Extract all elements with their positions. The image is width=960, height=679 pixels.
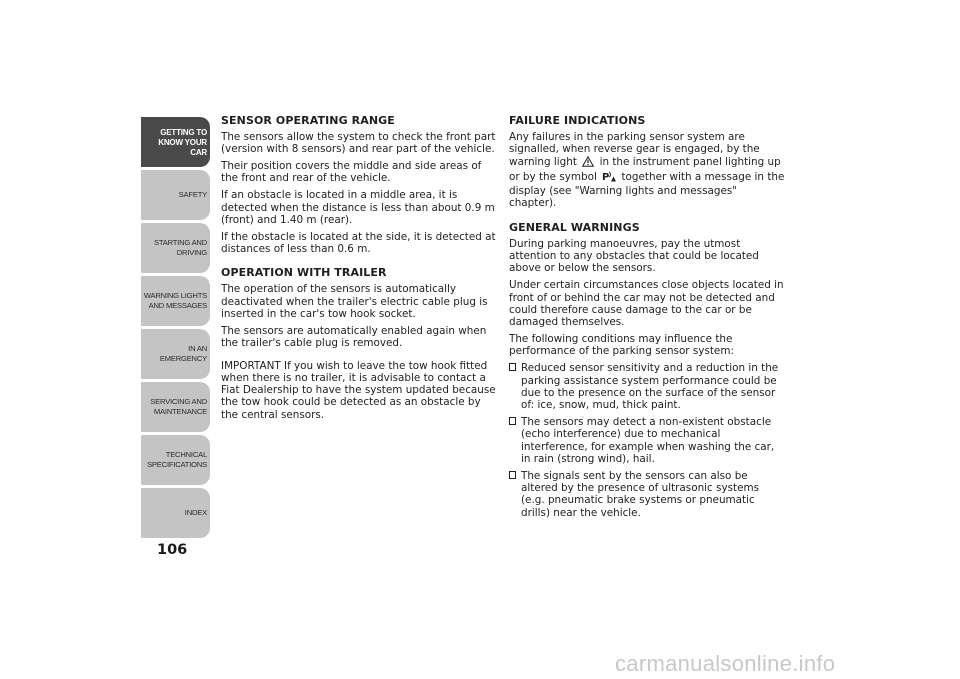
list-item [509,416,785,465]
paragraph: The sensors are automatically enabled again when the trailer's cable plug is removed. [221,324,487,350]
heading-operation-with-trailer: OPERATION WITH TRAILER [221,266,387,280]
checkbox-bullet-icon [509,363,516,371]
list-item [509,470,785,519]
tab-technical-specifications[interactable]: TECHNICAL SPECIFICATIONS [141,435,210,485]
left-column [221,114,499,426]
list-item [509,362,785,411]
checkbox-bullet-icon [509,471,516,479]
watermark: carmanualsonline.info [615,651,836,676]
tab-starting-and-driving[interactable]: STARTING AND DRIVING [141,223,210,273]
chapter-tabs [141,117,210,541]
failure-text-b: in the instrument panel lighting up or by the symbol [509,155,781,183]
paragraph: Their position covers the middle and side areas of the front and rear of the vehicle. [221,160,482,185]
svg-text:P: P [602,171,610,182]
tab-index[interactable]: INDEX [141,488,210,538]
tab-servicing-and-maintenance[interactable]: SERVICING AND MAINTENANCE [141,382,210,432]
tab-safety[interactable]: SAFETY [141,170,210,220]
heading-failure-indications: FAILURE INDICATIONS [509,114,646,127]
important-note: IMPORTANT If you wish to leave the tow hook fitted when there is no trailer, it is advisable to contact a Fiat Dealership to have the system updated because the tow hook could be detected as an obstacle by the central sensors. [221,359,496,421]
failure-text-c: together with a message in the display (see "Warning lights and messages" chapter). [509,170,785,210]
checkbox-bullet-icon [509,417,516,425]
paragraph: The following conditions may influence the performance of the parking sensor system: [509,333,734,358]
tab-getting-to-know-your-car[interactable]: GETTING TO KNOW YOUR CAR [141,117,210,167]
conditions-list [509,362,785,519]
paragraph: If the obstacle is located at the side, it is detected at distances of less than 0.6 m. [221,230,496,256]
paragraph: The operation of the sensors is automatically deactivated when the trailer's electric cable plug is inserted in the car's tow hook socket. [221,283,488,321]
paragraph: If an obstacle is located in a middle area, it is detected when the distance is less than about 0.9 m (front) and 1.40 m (rear). [221,189,495,226]
failure-text-a: Any failures in the parking sensor system are signalled, when reverse gear is engaged, by the warning light [509,131,760,168]
list-item-text: The signals sent by the sensors can also be altered by the presence of ultrasonic systems (e.g. pneumatic brake systems or pneumatic drills) near the vehicle. [521,469,760,519]
tab-in-an-emergency[interactable]: IN AN EMERGENCY [141,329,210,379]
paragraph: The sensors allow the system to check the front part (version with 8 sensors) and rear part of the vehicle. [221,131,496,156]
heading-sensor-operating-range: SENSOR OPERATING RANGE [221,114,395,127]
list-item-text: Reduced sensor sensitivity and a reduction in the parking assistance system performance could be due to the presence on the surface of the sensor of: ice, snow, mud, thick paint. [521,362,779,412]
paragraph: During parking manoeuvres, pay the utmost attention to any obstacles that could be located above or below the sensors. [509,237,759,275]
paragraph: Under certain circumstances close objects located in front of or behind the car may not be detected and could therefore cause damage to the car or be damaged themselves. [509,279,784,329]
right-column [509,114,785,524]
warning-triangle-icon [582,156,594,170]
parking-sensor-fault-icon [602,170,616,185]
page-number: 106 [157,542,188,558]
failure-paragraph [509,131,785,210]
heading-general-warnings: GENERAL WARNINGS [509,220,640,234]
list-item-text: The sensors may detect a non-existent obstacle (echo interference) due to mechanical interference, for example when washing the car, in rain (strong wind), hail. [521,416,775,465]
tab-warning-lights-and-messages[interactable]: WARNING LIGHTS AND MESSAGES [141,276,210,326]
